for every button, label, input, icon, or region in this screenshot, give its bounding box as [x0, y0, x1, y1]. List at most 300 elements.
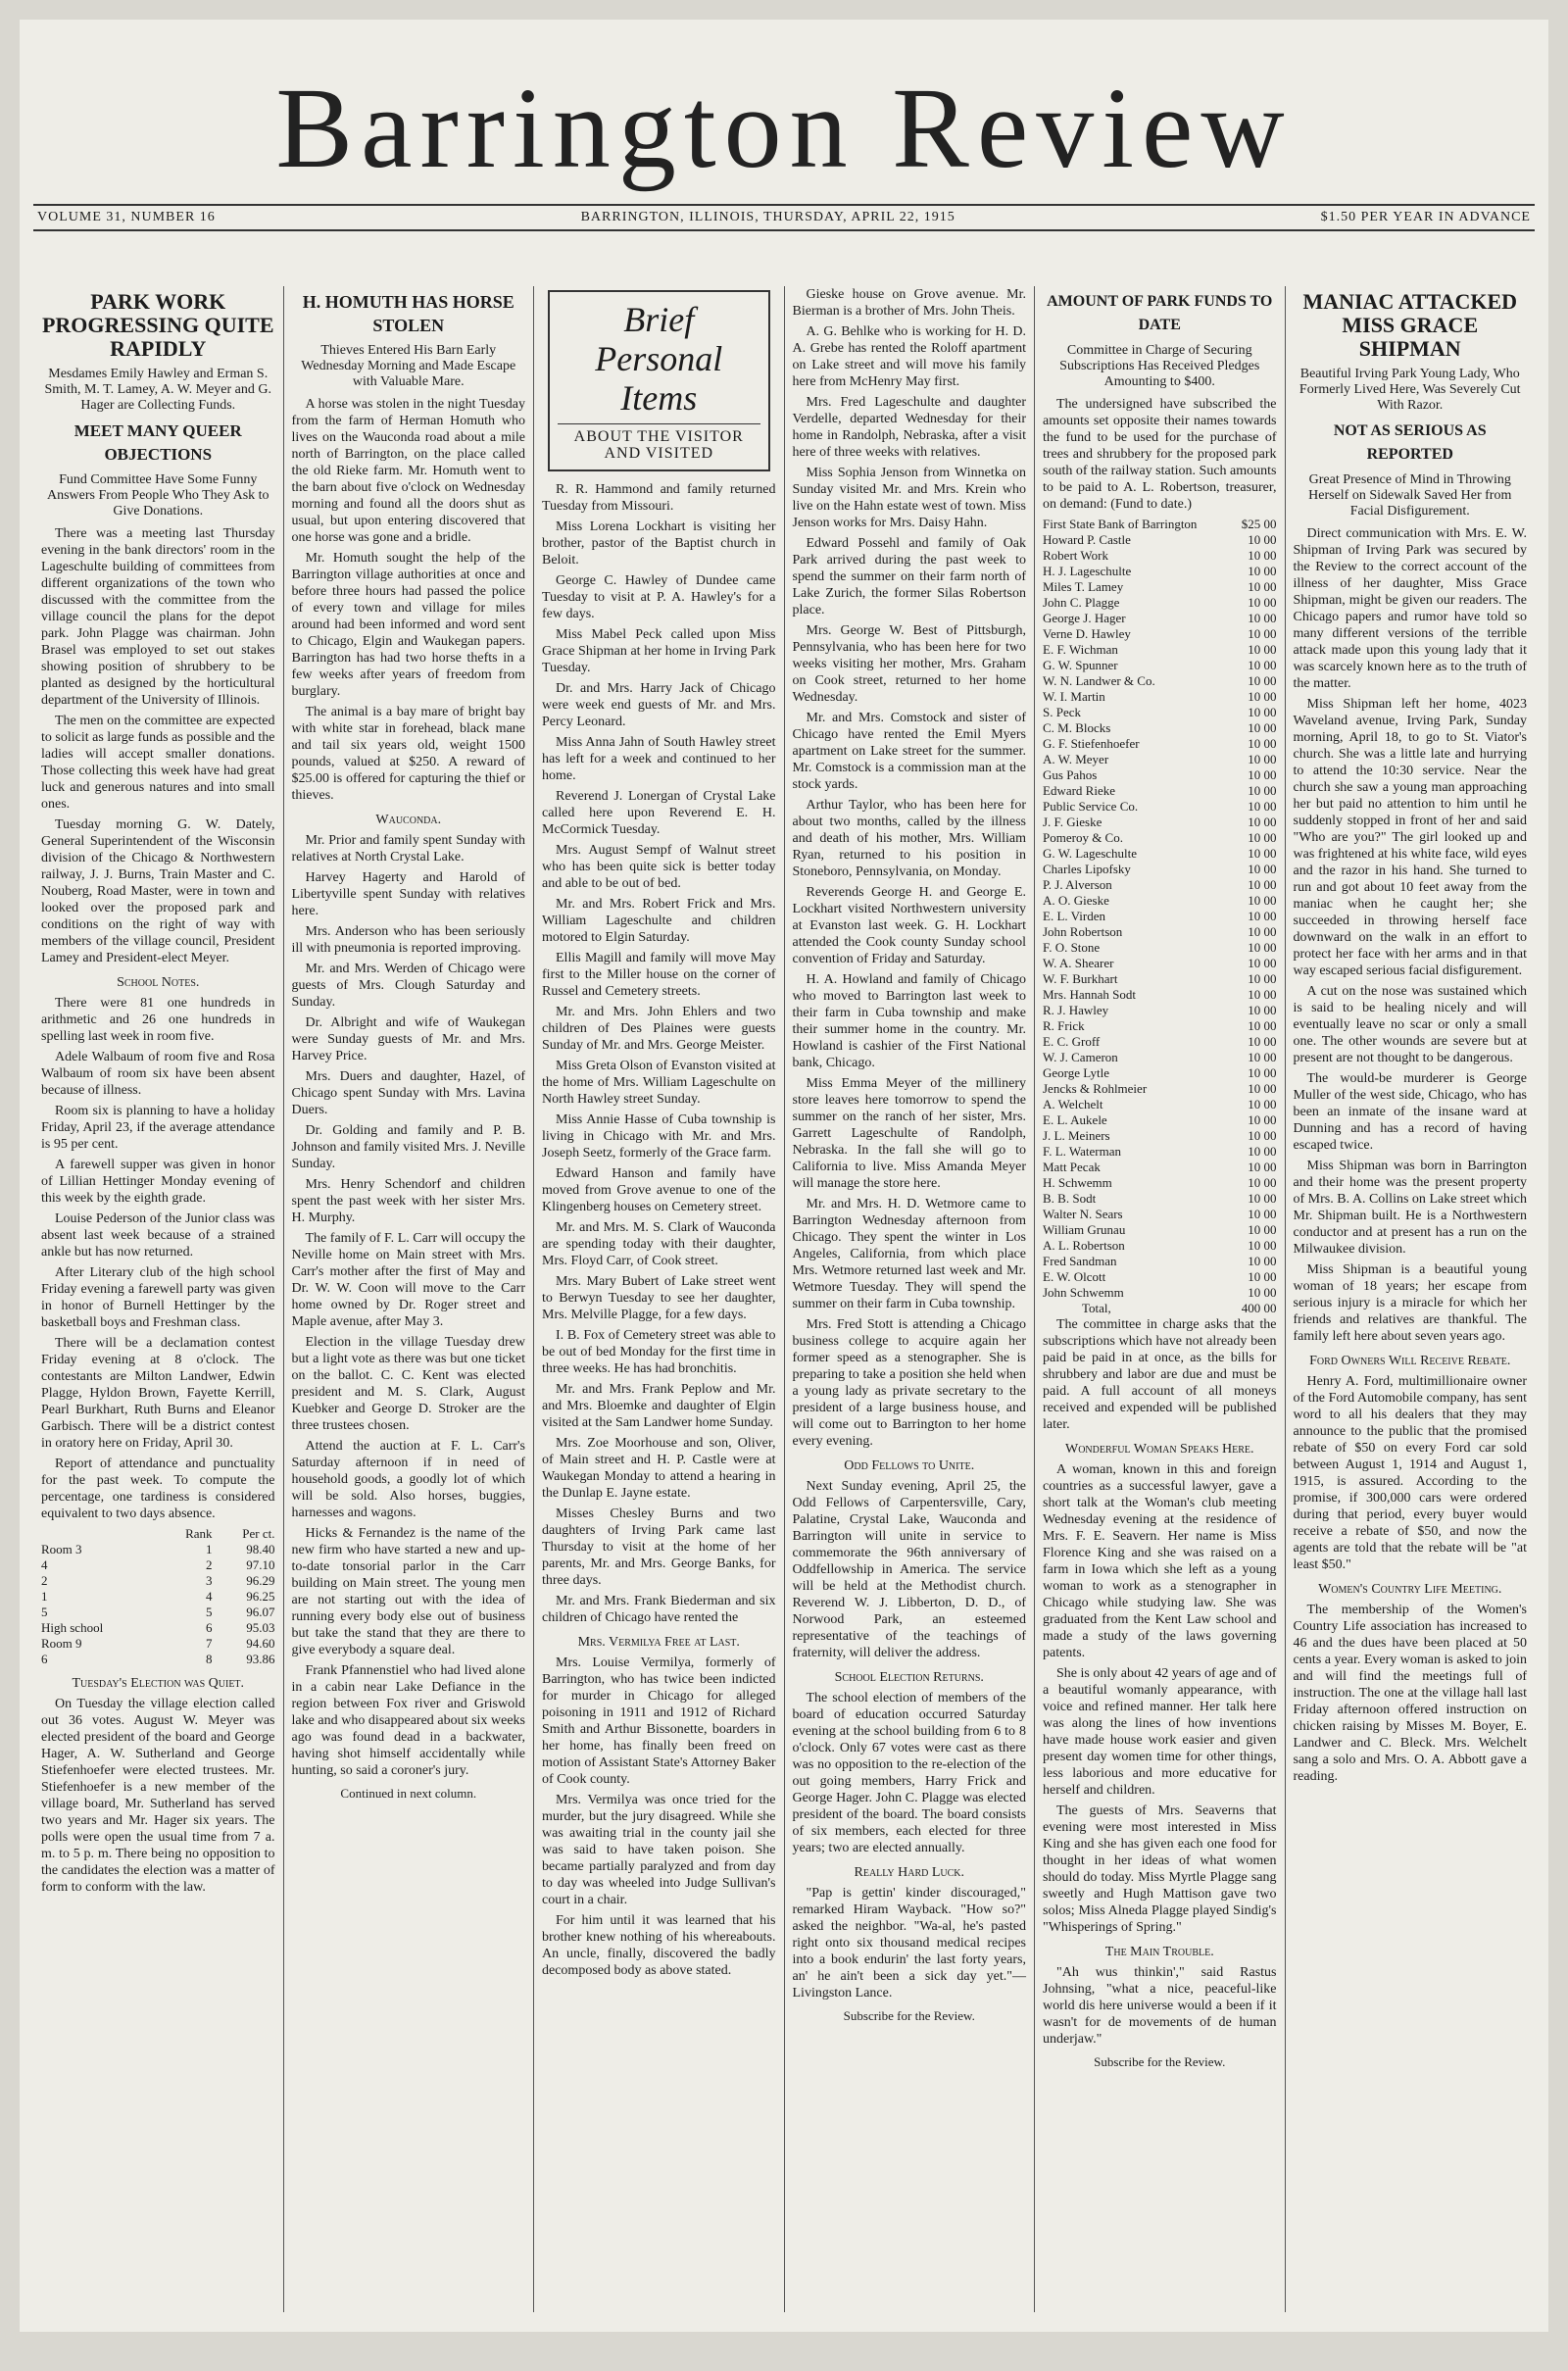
section-head-country-life: Women's Country Life Meeting. — [1318, 1582, 1502, 1597]
fund-row — [1043, 673, 1277, 689]
fund-amount: 10 00 — [1248, 1065, 1277, 1080]
paragraph: R. R. Hammond and family returned Tuesday from Missouri. — [542, 482, 776, 514]
fund-name: E. C. Groff — [1043, 1034, 1101, 1049]
fund-row — [1043, 1222, 1277, 1238]
subscribe-note: Subscribe for the Review. — [1094, 2054, 1226, 2069]
fund-name: E. L. Aukele — [1043, 1112, 1107, 1127]
paragraph: Miss Annie Hasse of Cuba township is living in Chicago with Mr. and Mrs. Joseph Seetz, formerly of the Grace farm. — [542, 1112, 776, 1161]
rank-cell: 5 — [206, 1605, 213, 1619]
section-head-hard-luck: Really Hard Luck. — [854, 1865, 964, 1880]
headline-not-serious: NOT AS SERIOUS AS REPORTED — [1333, 422, 1487, 463]
fund-name: J. L. Meiners — [1043, 1128, 1110, 1143]
paragraph: The school election of members of the board of education occurred Saturday evening at the school building from 6 to 8 o'clock. Only 67 votes were cast as there was no opposition to the re-election of the out going members, Harry Frick and George Hager. John C. Plagge was elected president of the board. The board consists of six members, each elected for three years; two are elected annually. — [792, 1691, 1026, 1855]
fund-row — [1043, 689, 1277, 705]
fund-row — [1043, 877, 1277, 893]
percent-cell: 97.10 — [246, 1557, 275, 1572]
section-head-ford-rebate: Ford Owners Will Receive Rebate. — [1309, 1354, 1511, 1368]
subhead-horse-stolen: Thieves Entered His Barn Early Wednesday Morning and Made Escape with Valuable Mare. — [301, 343, 516, 389]
fund-row — [1043, 1207, 1277, 1222]
paragraph: Mr. and Mrs. Robert Frick and Mrs. William Lageschulte and children motored to Elgin Saturday. — [542, 897, 776, 945]
fund-row — [1043, 893, 1277, 909]
paragraph: Hicks & Fernandez is the name of the new firm who have started a new and up-to-date tonsorial parlor in the Carr building on Main street. The young men are not starting out with the idea of running every body else out of business but take the stand that they are there to give everybody a square deal. — [291, 1526, 525, 1657]
rank-cell: 2 — [206, 1557, 213, 1572]
paragraph: Mrs. Vermilya was once tried for the murder, but the jury disagreed. While she was awaiting trial in the county jail she was said to have taken poison. She became partially paralyzed and from day to day was wheeled into Judge Sullivan's court in a chair. — [542, 1793, 776, 1907]
percent-cell: 96.07 — [246, 1605, 275, 1619]
fund-name: H. Schwemm — [1043, 1175, 1112, 1190]
paragraph: Mrs. Mary Bubert of Lake street went to Berwyn Tuesday to see her daughter, Mrs. Melville Plagge, for a few days. — [542, 1274, 776, 1322]
fund-row — [1043, 862, 1277, 877]
fund-name: Gus Pahos — [1043, 767, 1098, 782]
rank-cell: 8 — [206, 1652, 213, 1666]
paragraph: I. B. Fox of Cemetery street was able to be out of bed Monday for the first time in three weeks. He has had bronchitis. — [542, 1328, 776, 1376]
subhead-queer-objections: Fund Committee Have Some Funny Answers From People Who They Ask to Give Donations. — [46, 472, 270, 519]
section-head-school-notes: School Notes. — [117, 975, 200, 990]
fund-row — [1043, 564, 1277, 579]
fund-row — [1043, 846, 1277, 862]
headline-horse-stolen: H. HOMUTH HAS HORSE STOLEN — [302, 292, 514, 335]
percent-cell: 96.29 — [246, 1573, 275, 1588]
paragraph: The animal is a bay mare of bright bay with white star in forehead, black mane and tail six years old, weight 1500 pounds, valued at $250. A reward of $25.00 is offered for capturing the thief or thieves. — [291, 705, 525, 803]
column-3 — [534, 286, 785, 2312]
fund-row — [1043, 595, 1277, 611]
fund-name: John Robertson — [1043, 924, 1123, 939]
fund-amount: 10 00 — [1248, 815, 1277, 829]
paragraph: The men on the committee are expected to solicit as large funds as possible and the ladies will accept smaller donations. Those collecting this week have had great luck and generous natures and into small ones. — [41, 714, 275, 812]
paragraph: Miss Sophia Jenson from Winnetka on Sunday visited Mr. and Mrs. Krein who live on the Hahn estate west of town. Miss Jenson works for Mrs. Daisy Hahn. — [792, 466, 1026, 530]
columns — [33, 286, 1535, 2312]
fund-row — [1043, 940, 1277, 956]
fund-amount: 10 00 — [1248, 1269, 1277, 1284]
fund-row — [1043, 1175, 1277, 1191]
fund-amount: 10 00 — [1248, 736, 1277, 751]
paragraph: The family of F. L. Carr will occupy the Neville home on Main street with Mrs. Carr's mother after the first of May and Dr. W. W. Coon will move to the Carr home owned by Dr. Roger street and Maple avenue, after May 3. — [291, 1231, 525, 1329]
paragraph: After Literary club of the high school Friday evening a farewell party was given in honor of Burnell Hettinger by the basketball boys and Freshman class. — [41, 1265, 275, 1330]
fund-row — [1043, 799, 1277, 815]
fund-row — [1043, 830, 1277, 846]
paragraph: Tuesday morning G. W. Dately, General Superintendent of the Wisconsin division of the Chicago & Northwestern railway, J. J. Burns, Train Master and C. Nouberg, Road Master, were in town and looked over the proposed park and conditions on the right of way with members of the village council, President Lamey and President-elect Meyer. — [41, 817, 275, 965]
fund-amount: 10 00 — [1248, 1207, 1277, 1221]
paragraph: Miss Lorena Lockhart is visiting her brother, pastor of the Baptist church in Beloit. — [542, 519, 776, 568]
subscription-price: $1.50 PER YEAR IN ADVANCE — [1320, 210, 1531, 224]
fund-row — [1043, 1018, 1277, 1034]
fund-row — [1043, 1003, 1277, 1018]
fund-amount: 10 00 — [1248, 626, 1277, 641]
paragraph: Reverend J. Lonergan of Crystal Lake called here upon Reverend E. H. McCormick Tuesday. — [542, 789, 776, 837]
fund-amount: 10 00 — [1248, 1050, 1277, 1064]
fund-name: Edward Rieke — [1043, 783, 1116, 798]
paragraph: For him until it was learned that his brother knew nothing of his whereabouts. An uncle, finally, discovered the badly decomposed body as above stated. — [542, 1913, 776, 1978]
section-head-wonderful-woman: Wonderful Woman Speaks Here. — [1064, 1442, 1254, 1457]
fund-amount: $25 00 — [1241, 517, 1277, 531]
paragraph: There was a meeting last Thursday evening in the bank directors' room in the Lageschulte building of committees from different organizations of the town who discussed with the committee from the village council the plans for the depot park. John Plagge was chairman. John Brasel was employed to set out stakes showing position of shrubbery to be planted as designed by the horticultural department of the University of Illinois. — [41, 526, 275, 708]
fund-row — [1043, 815, 1277, 830]
paragraph: Miss Shipman was born in Barrington and their home was the present property of Mrs. B. A. Collins on Lake street which Mr. Shipman built. He is a Northwestern conductor and at present has a run on the Milwaukee division. — [1293, 1159, 1527, 1257]
room-cell: High school — [41, 1620, 104, 1635]
paragraph: Adele Walbaum of room five and Rosa Walbaum of room six have been absent because of illness. — [41, 1050, 275, 1098]
funds-total — [1043, 1301, 1277, 1316]
fund-amount: 10 00 — [1248, 705, 1277, 719]
fund-name: J. F. Gieske — [1043, 815, 1102, 829]
paragraph: Miss Shipman is a beautiful young woman of 18 years; her escape from serious injury is a miracle for which her friends and relatives are thankful. The family left here about seven years ago. — [1293, 1262, 1527, 1344]
paragraph: Edward Hanson and family have moved from Grove avenue to one of the Klingenberg houses on Cemetery street. — [542, 1166, 776, 1214]
funds-table — [1043, 517, 1277, 1301]
fund-row — [1043, 548, 1277, 564]
paragraph: Mr. and Mrs. Frank Peplow and Mr. and Mrs. Bloemke and daughter of Elgin visited at the Sam Landwer home Sunday. — [542, 1382, 776, 1430]
section-head-main-trouble: The Main Trouble. — [1104, 1945, 1214, 1959]
fund-amount: 10 00 — [1248, 1112, 1277, 1127]
fund-amount: 10 00 — [1248, 720, 1277, 735]
fund-amount: 10 00 — [1248, 564, 1277, 578]
paragraph: Next Sunday evening, April 25, the Odd Fellows of Carpentersville, Cary, Palatine, Crystal Lake, Wauconda and Barrington will unite in service to commemorate the 96th anniversary of Oddfellowship in America. The service will be held at the Methodist church. Reverend W. J. Libberton, D. D., of Norwood Park, an esteemed representative of the teachings of fraternity, will deliver the address. — [792, 1479, 1026, 1660]
total-label: Total, — [1082, 1301, 1111, 1315]
paragraph: There were 81 one hundreds in arithmetic and 26 one hundreds in spelling last week in room five. — [41, 996, 275, 1044]
fund-row — [1043, 1097, 1277, 1112]
attendance-table — [41, 1526, 275, 1667]
paragraph: Miss Greta Olson of Evanston visited at the home of Mrs. William Lageschulte on North Hawley street Sunday. — [542, 1059, 776, 1107]
fund-amount: 10 00 — [1248, 1081, 1277, 1096]
total-row — [1043, 1301, 1277, 1316]
paragraph: Mr. and Mrs. Frank Biederman and six children of Chicago have rented the — [542, 1594, 776, 1625]
headline-park-funds: AMOUNT OF PARK FUNDS TO DATE — [1047, 293, 1273, 333]
fund-amount: 10 00 — [1248, 1222, 1277, 1237]
section-head-vermilya: Mrs. Vermilya Free at Last. — [577, 1635, 740, 1650]
fund-name: Jencks & Rohlmeier — [1043, 1081, 1148, 1096]
paragraph: "Pap is gettin' kinder discouraged," remarked Hiram Wayback. "How so?" asked the neighbor. "Wa-al, he's pasted right onto six thousand medical recipes into a book endurin' the last forty years, an' he ain't been a sick day yet."—Livingston Lance. — [792, 1886, 1026, 2001]
fund-row — [1043, 1050, 1277, 1065]
fund-amount: 10 00 — [1248, 532, 1277, 547]
fund-name: C. M. Blocks — [1043, 720, 1111, 735]
paragraph: Mrs. Duers and daughter, Hazel, of Chicago spent Sunday with Mrs. Lavina Duers. — [291, 1069, 525, 1117]
fund-row — [1043, 987, 1277, 1003]
fund-row — [1043, 1238, 1277, 1254]
paragraph: Mr. and Mrs. M. S. Clark of Wauconda are spending today with their daughter, Mrs. Floyd Carr, of Cook street. — [542, 1220, 776, 1268]
subhead-maniac-attacked: Beautiful Irving Park Young Lady, Who Formerly Lived Here, Was Severely Cut With Razor. — [1298, 367, 1521, 413]
fund-row — [1043, 971, 1277, 987]
fund-name: Pomeroy & Co. — [1043, 830, 1123, 845]
fund-amount: 10 00 — [1248, 752, 1277, 766]
fund-amount: 10 00 — [1248, 1144, 1277, 1159]
fund-name: Fred Sandman — [1043, 1254, 1117, 1268]
fund-row — [1043, 1081, 1277, 1097]
fund-name: John C. Plagge — [1043, 595, 1120, 610]
fund-amount: 10 00 — [1248, 689, 1277, 704]
table-row — [41, 1557, 275, 1573]
fund-row — [1043, 658, 1277, 673]
fund-name: Public Service Co. — [1043, 799, 1139, 814]
paragraph: A. G. Behlke who is working for H. D. A. Grebe has rented the Roloff apartment on Lake street and will move his family here from McHenry May first. — [792, 324, 1026, 389]
paragraph: Louise Pederson of the Junior class was absent last week because of a strained ankle but has now returned. — [41, 1211, 275, 1260]
headline-park-work: PARK WORK PROGRESSING QUITE RAPIDLY — [41, 289, 274, 361]
dateline — [33, 204, 1535, 231]
fund-name: W. J. Cameron — [1043, 1050, 1118, 1064]
fund-row — [1043, 1160, 1277, 1175]
room-cell: 2 — [41, 1573, 48, 1588]
continued-note: Continued in next column. — [340, 1786, 477, 1801]
table-row — [41, 1605, 275, 1620]
fund-amount: 10 00 — [1248, 846, 1277, 861]
paragraph: Attend the auction at F. L. Carr's Saturday afternoon if in need of household goods, a goodly lot of which will be sold. Also horses, buggies, harnesses and wagons. — [291, 1439, 525, 1520]
fund-name: John Schwemm — [1043, 1285, 1124, 1300]
room-cell: Room 3 — [41, 1542, 82, 1556]
paragraph: Mrs. Henry Schendorf and children spent the past week with her sister Mrs. H. Murphy. — [291, 1177, 525, 1225]
fund-name: A. O. Gieske — [1043, 893, 1109, 908]
fund-amount: 10 00 — [1248, 924, 1277, 939]
fund-amount: 10 00 — [1248, 893, 1277, 908]
paragraph: Dr. Albright and wife of Waukegan were Sunday guests of Mr. and Mrs. Harvey Price. — [291, 1015, 525, 1063]
paragraph: The guests of Mrs. Seaverns that evening were most interested in Miss King and she has given each one food for thought in her ideas of what women should do today. Miss Myrtle Plagge sang sweetly and Hugh Mattison gave two solos; Miss Alneda Plagge played Sindig's "Whisperings of Spring." — [1043, 1803, 1277, 1935]
table-row — [41, 1542, 275, 1557]
fund-name: George J. Hager — [1043, 611, 1126, 625]
fund-amount: 10 00 — [1248, 1175, 1277, 1190]
brief-title: Brief Personal Items — [595, 300, 723, 418]
paragraph: Gieske house on Grove avenue. Mr. Bierman is a brother of Mrs. John Theis. — [792, 287, 1026, 319]
fund-amount: 10 00 — [1248, 548, 1277, 563]
fund-amount: 10 00 — [1248, 799, 1277, 814]
fund-name: Verne D. Hawley — [1043, 626, 1131, 641]
fund-amount: 10 00 — [1248, 909, 1277, 923]
paragraph: Misses Chesley Burns and two daughters of Irving Park came last Thursday to visit at the home of her parents, Mr. and Mrs. George Banks, for three days. — [542, 1507, 776, 1588]
fund-name: Walter N. Sears — [1043, 1207, 1123, 1221]
rank-cell: 4 — [206, 1589, 213, 1604]
total-amount: 400 00 — [1241, 1301, 1277, 1315]
paragraph: Room six is planning to have a holiday Friday, April 23, if the average attendance is 95 per cent. — [41, 1104, 275, 1152]
fund-amount: 10 00 — [1248, 783, 1277, 798]
fund-row — [1043, 924, 1277, 940]
fund-row — [1043, 1112, 1277, 1128]
subhead-not-serious: Great Presence of Mind in Throwing Herself on Sidewalk Saved Her from Facial Disfigurement. — [1308, 472, 1512, 519]
paragraph: Miss Anna Jahn of South Hawley street has left for a week and continued to her home. — [542, 735, 776, 783]
fund-amount: 10 00 — [1248, 830, 1277, 845]
newspaper-page — [20, 20, 1548, 2332]
table-row — [41, 1573, 275, 1589]
paragraph: A woman, known in this and foreign countries as a successful lawyer, gave a short talk at the Woman's club meeting Wednesday evening at the residence of Mrs. F. E. Seavern. Her name is Miss Florence King and she was raised on a farm in Iowa which she left as a young woman to work as a stenographer in Chicago while studying law. She was graduated from the Kent Law school and made a study of the laws governing patents. — [1043, 1462, 1277, 1660]
fund-name: Charles Lipofsky — [1043, 862, 1131, 876]
fund-row — [1043, 1285, 1277, 1301]
percent-cell: 98.40 — [246, 1542, 275, 1556]
place-date: BARRINGTON, ILLINOIS, THURSDAY, APRIL 22, 1915 — [580, 210, 956, 224]
fund-row — [1043, 1128, 1277, 1144]
subhead-park-work: Mesdames Emily Hawley and Erman S. Smith, M. T. Lamey, A. W. Meyer and G. Hager are Collecting Funds. — [44, 367, 271, 413]
room-cell: Room 9 — [41, 1636, 82, 1651]
fund-amount: 10 00 — [1248, 1128, 1277, 1143]
percent-header: Per ct. — [242, 1526, 275, 1541]
room-cell: 5 — [41, 1605, 48, 1619]
fund-name: First State Bank of Barrington — [1043, 517, 1198, 531]
paragraph: Miss Emma Meyer of the millinery store leaves here tomorrow to spend the summer on the ranch of her sister, Mrs. Garrett Lageschulte of Randolph, Nebraska. In the fall she will go to California to live. Miss Amanda Meyer will manage the store here. — [792, 1076, 1026, 1191]
rank-cell: 6 — [206, 1620, 213, 1635]
fund-name: A. W. Meyer — [1043, 752, 1109, 766]
fund-amount: 10 00 — [1248, 642, 1277, 657]
paragraph: Mrs. August Sempf of Walnut street who has been quite sick is better today and able to be out of bed. — [542, 843, 776, 891]
headline-queer-objections: MEET MANY QUEER OBJECTIONS — [74, 421, 242, 464]
paragraph: She is only about 42 years of age and of a beautiful womanly appearance, with voice and refined manner. Her talk here was along the lines of how inventions have made house work easier and given present day women time for other things, less laborious and more educative for herself and children. — [1043, 1666, 1277, 1798]
section-head-election: Tuesday's Election was Quiet. — [72, 1676, 245, 1691]
section-head-school-election: School Election Returns. — [834, 1670, 984, 1685]
paragraph: A cut on the nose was sustained which is said to be healing nicely and will eventually leave no scar or only a small one. The other wounds are severe but at present are not thought to be dangerous. — [1293, 984, 1527, 1065]
paragraph: The would-be murderer is George Muller of the west side, Chicago, who has been an inmate of the insane ward at Dunning and has a record of having escaped twice. — [1293, 1071, 1527, 1153]
fund-row — [1043, 705, 1277, 720]
fund-name: S. Peck — [1043, 705, 1081, 719]
table-row — [41, 1620, 275, 1636]
paragraph: Dr. and Mrs. Harry Jack of Chicago were week end guests of Mr. and Mrs. Percy Leonard. — [542, 681, 776, 729]
volume-number: VOLUME 31, NUMBER 16 — [37, 210, 216, 224]
fund-name: Howard P. Castle — [1043, 532, 1131, 547]
subhead-park-funds: Committee in Charge of Securing Subscriptions Has Received Pledges Amounting to $400. — [1059, 343, 1260, 389]
fund-name: R. Frick — [1043, 1018, 1085, 1033]
fund-row — [1043, 1034, 1277, 1050]
fund-row — [1043, 909, 1277, 924]
fund-amount: 10 00 — [1248, 1018, 1277, 1033]
fund-amount: 10 00 — [1248, 1097, 1277, 1111]
paragraph: Report of attendance and punctuality for the past week. To compute the percentage, one tardiness is considered equivalent to two days absence. — [41, 1457, 275, 1521]
fund-amount: 10 00 — [1248, 611, 1277, 625]
fund-row — [1043, 1191, 1277, 1207]
masthead-title: Barrington Review — [275, 64, 1293, 192]
paragraph: The membership of the Women's Country Life association has increased to 46 and the dues have been placed at 50 cents a year. Every woman is asked to join and will find the meetings full of instruction. The one at the village hall last Friday afternoon offered instruction on chicken raising by Misses M. Boyer, E. Landwer and C. Bleck. Mrs. Welchelt sang a solo and Mrs. O. A. Abbott gave a reading. — [1293, 1603, 1527, 1784]
fund-amount: 10 00 — [1248, 579, 1277, 594]
column-1 — [33, 286, 284, 2312]
paragraph: Edward Possehl and family of Oak Park arrived during the past week to spend the summer on their farm north of Lake Zurich, the former Silas Robertson place. — [792, 536, 1026, 617]
paragraph: A horse was stolen in the night Tuesday from the farm of Herman Homuth who lives on the Wauconda road about a mile north of Barrington, on the place called the old Rieke farm. Mr. Homuth went to the barn about five o'clock on Wednesday morning and found all the doors shut as usual, but upon entering discovered that one horse was gone and a bridle. — [291, 397, 525, 545]
fund-name: Mrs. Hannah Sodt — [1043, 987, 1136, 1002]
fund-amount: 10 00 — [1248, 1254, 1277, 1268]
column-6 — [1286, 286, 1536, 2312]
fund-name: F. L. Waterman — [1043, 1144, 1121, 1159]
fund-amount: 10 00 — [1248, 673, 1277, 688]
paragraph: Henry A. Ford, multimillionaire owner of the Ford Automobile company, has sent word to all his dealers that they may announce to the public that the promised rebate of $50 on every Ford car sold between August 1, 1914 and August 1, 1915, is assured. According to the promise, if 300,000 cars were ordered during that period, every buyer would receive a rebate of $50, and now the agents are told that the rebate will be "at least $50." — [1293, 1374, 1527, 1572]
fund-row — [1043, 720, 1277, 736]
fund-row — [1043, 783, 1277, 799]
fund-name: Miles T. Lamey — [1043, 579, 1124, 594]
fund-amount: 10 00 — [1248, 971, 1277, 986]
paragraph: Mr. and Mrs. Comstock and sister of Chicago have rented the Emil Myers apartment on Lake street for the summer. Mr. Comstock is a commission man at the stock yards. — [792, 711, 1026, 792]
room-cell: 4 — [41, 1557, 48, 1572]
paragraph: Mrs. Zoe Moorhouse and son, Oliver, of Main street and H. P. Castle were at Waukegan Monday to attend a hearing in the Dunlap E. Jayne estate. — [542, 1436, 776, 1501]
section-head-wauconda: Wauconda. — [375, 813, 442, 827]
paragraph: Frank Pfannenstiel who had lived alone in a cabin near Lake Defiance in the region between Fox river and Griswold lake and who disappeared about six weeks ago was found dead in a backwater, having shot himself accidentally while hunting, so said a coroner's jury. — [291, 1663, 525, 1778]
fund-row — [1043, 642, 1277, 658]
fund-name: W. A. Shearer — [1043, 956, 1114, 970]
paragraph: Mr. and Mrs. Werden of Chicago were guests of Mrs. Clough Saturday and Sunday. — [291, 962, 525, 1010]
paragraph: Direct communication with Mrs. E. W. Shipman of Irving Park was secured by the Review to the correct account of the illness of her daughter, Miss Grace Shipman, might be given our readers. The Chicago papers and rumor have told so many different versions of the terrible attack made upon this young lady that it was scarcely known here as to the truth of the matter. — [1293, 526, 1527, 691]
fund-name: E. W. Olcott — [1043, 1269, 1106, 1284]
fund-amount: 10 00 — [1248, 1160, 1277, 1174]
paragraph: Mr. Homuth sought the help of the Barrington village authorities at once and before three hours had passed the police of every town and village for miles around had been informed and word sent to Chicago, Elgin and Waukegan papers. Barrington has had two horse thefts in a few weeks after years of freedom from burglary. — [291, 551, 525, 699]
paragraph: H. A. Howland and family of Chicago who moved to Barrington last week to their farm in Cuba township and make their summer home in the country. Mr. Howland is cashier of the First National bank, Chicago. — [792, 972, 1026, 1070]
paragraph: Mrs. Louise Vermilya, formerly of Barrington, who has twice been indicted for murder in Chicago for alleged poisoning in 1911 and 1912 of Richard Smith and Arthur Bissonette, boarders in her home, has finally been freed on motion of Assistant State's Attorney Baker of Cook county. — [542, 1655, 776, 1787]
table-row — [41, 1652, 275, 1667]
paragraph: George C. Hawley of Dundee came Tuesday to visit at P. A. Hawley's for a few days. — [542, 573, 776, 621]
paragraph: "Ah wus thinkin'," said Rastus Johnsing, "what a nice, peaceful-like world dis here universe would a been if it wasn't for de movements of de human underjaw." — [1043, 1965, 1277, 2047]
fund-name: A. Welchelt — [1043, 1097, 1103, 1111]
rank-cell: 1 — [206, 1542, 213, 1556]
fund-row — [1043, 767, 1277, 783]
fund-row — [1043, 1065, 1277, 1081]
percent-cell: 93.86 — [246, 1652, 275, 1666]
fund-name: William Grunau — [1043, 1222, 1126, 1237]
fund-name: P. J. Alverson — [1043, 877, 1112, 892]
fund-amount: 10 00 — [1248, 1034, 1277, 1049]
column-4 — [785, 286, 1036, 2312]
brief-personal-items-box — [548, 290, 770, 471]
section-head-odd-fellows: Odd Fellows to Unite. — [844, 1458, 975, 1473]
fund-row — [1043, 736, 1277, 752]
subscribe-note: Subscribe for the Review. — [843, 2008, 975, 2023]
paragraph: Arthur Taylor, who has been here for about two months, called by the illness and death of his mother, Mrs. William Ryan, returned to his position in Stoneboro, Pennsylvania, on Monday. — [792, 798, 1026, 879]
paragraph: Miss Mabel Peck called upon Miss Grace Shipman at her home in Irving Park Tuesday. — [542, 627, 776, 675]
paragraph: Mr. and Mrs. H. D. Wetmore came to Barrington Wednesday afternoon from Chicago. They spent the winter in Los Angeles, California, from which place Mrs. Wetmore returned last week and Mr. Wetmore Tuesday. They will spend the summer on their farm in Cuba township. — [792, 1197, 1026, 1311]
fund-row — [1043, 1254, 1277, 1269]
rank-header: Rank — [185, 1526, 213, 1541]
paragraph: Harvey Hagerty and Harold of Libertyville spent Sunday with relatives here. — [291, 870, 525, 918]
percent-cell: 94.60 — [246, 1636, 275, 1651]
fund-amount: 10 00 — [1248, 595, 1277, 610]
brief-subtitle: ABOUT THE VISITOR AND VISITED — [558, 423, 760, 462]
fund-row — [1043, 579, 1277, 595]
fund-name: E. L. Virden — [1043, 909, 1105, 923]
fund-row — [1043, 1269, 1277, 1285]
paragraph: Mrs. George W. Best of Pittsburgh, Pennsylvania, who has been here for two weeks visiting her mother, Mrs. Graham on Cook street, returned to her home Wednesday. — [792, 623, 1026, 705]
fund-amount: 10 00 — [1248, 877, 1277, 892]
paragraph: A farewell supper was given in honor of Lillian Hettinger Monday evening of this week by the eighth grade. — [41, 1158, 275, 1206]
table-row — [41, 1636, 275, 1652]
paragraph: There will be a declamation contest Friday evening at 8 o'clock. The contestants are Milton Landwer, Edwin Plagge, Hyldon Brown, Fayette Kerrill, Pearl Burkhart, Ruth Burns and Eleanor Garbisch. There will be a district contest in oratory here on Friday, April 30. — [41, 1336, 275, 1451]
table-header-row — [41, 1526, 275, 1542]
paragraph: Mrs. Fred Lageschulte and daughter Verdelle, departed Wednesday for their home in Randolph, Nebraska, after a visit here of three weeks with relatives. — [792, 395, 1026, 460]
paragraph: Election in the village Tuesday drew but a light vote as there was but one ticket on the ballot. C. C. Kent was elected president and M. S. Clark, August Kuebker and George D. Stroker are the three trustees chosen. — [291, 1335, 525, 1433]
headline-maniac-attacked: MANIAC ATTACKED MISS GRACE SHIPMAN — [1302, 289, 1518, 361]
fund-amount: 10 00 — [1248, 940, 1277, 955]
fund-row — [1043, 611, 1277, 626]
fund-amount: 10 00 — [1248, 1003, 1277, 1017]
fund-row — [1043, 956, 1277, 971]
paragraph: The committee in charge asks that the subscriptions which have not already been paid be paid in at once, as the bills for shrubbery and labor are due and must be paid. A full account of all moneys received and expended will be published later. — [1043, 1317, 1277, 1432]
fund-name: W. I. Martin — [1043, 689, 1105, 704]
fund-name: F. O. Stone — [1043, 940, 1101, 955]
fund-amount: 10 00 — [1248, 862, 1277, 876]
fund-name: George Lytle — [1043, 1065, 1109, 1080]
fund-name: G. F. Stiefenhoefer — [1043, 736, 1140, 751]
fund-name: Robert Work — [1043, 548, 1108, 563]
fund-name: H. J. Lageschulte — [1043, 564, 1132, 578]
paragraph: The undersigned have subscribed the amounts set opposite their names towards the fund to be used for the purchase of trees and shrubbery for the proposed park south of the railway station. Such amounts to be paid to A. L. Robertson, treasurer, on demand: (Fund to date.) — [1043, 397, 1277, 512]
paragraph: Mr. Prior and family spent Sunday with relatives at North Crystal Lake. — [291, 833, 525, 864]
column-2 — [284, 286, 535, 2312]
fund-name: B. B. Sodt — [1043, 1191, 1097, 1206]
fund-amount: 10 00 — [1248, 987, 1277, 1002]
paragraph: Ellis Magill and family will move May first to the Miller house on the corner of Russel and Cemetery streets. — [542, 951, 776, 999]
paragraph: Mr. and Mrs. John Ehlers and two children of Des Plaines were guests Sunday of Mr. and Mrs. George Meister. — [542, 1005, 776, 1053]
fund-row — [1043, 1144, 1277, 1160]
percent-cell: 96.25 — [246, 1589, 275, 1604]
fund-row — [1043, 517, 1277, 532]
paragraph: Reverends George H. and George E. Lockhart visited Northwestern university at Evanston last week. G. H. Lockhart attended the Cook county Sunday school convention of Friday and Saturday. — [792, 885, 1026, 966]
fund-name: R. J. Hawley — [1043, 1003, 1109, 1017]
rank-cell: 3 — [206, 1573, 213, 1588]
paragraph: On Tuesday the village election called out 36 votes. August W. Meyer was elected president of the board and George Hager, A. W. Sutherland and George Stiefenhoefer were elected trustees. Mr. Stiefenhoefer is a new member of the village board, Mr. Sutherland has served two years and Mr. Hager six years. The polls were open the usual time from 7 a. m. to 5 p. m. There being no opposition to the candidates the election was a matter of form to conform with the law. — [41, 1697, 275, 1895]
fund-row — [1043, 626, 1277, 642]
fund-name: A. L. Robertson — [1043, 1238, 1125, 1253]
fund-row — [1043, 752, 1277, 767]
table-row — [41, 1589, 275, 1605]
column-5 — [1035, 286, 1286, 2312]
room-cell: 6 — [41, 1652, 48, 1666]
fund-name: G. W. Lageschulte — [1043, 846, 1138, 861]
paragraph: Mrs. Anderson who has been seriously ill with pneumonia is reported improving. — [291, 924, 525, 956]
room-cell: 1 — [41, 1589, 48, 1604]
fund-name: G. W. Spunner — [1043, 658, 1118, 672]
fund-amount: 10 00 — [1248, 1285, 1277, 1300]
